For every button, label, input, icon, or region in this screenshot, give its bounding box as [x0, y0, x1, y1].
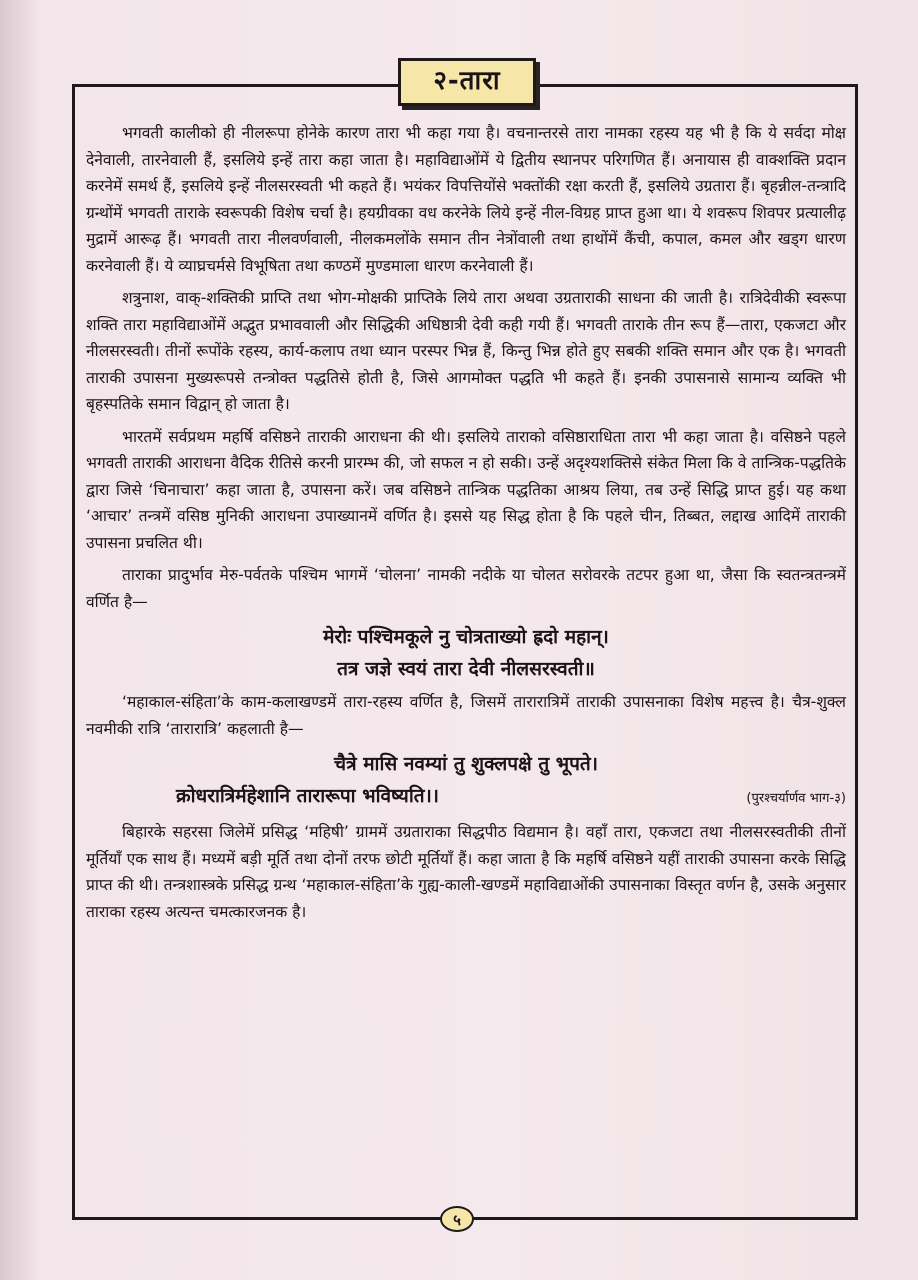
verse-2-line-2: क्रोधरात्रिर्महेशानि तारारूपा भविष्यति।।	[176, 785, 439, 807]
paragraph-5: ‘महाकाल-संहिता’के काम-कलाखण्डमें तारा-रहस्य वर्णित है, जिसमें तारारात्रिमें ताराकी उपासनाका विशेष महत्त्व है। चैत्र-शुक्ल नवमीकी रात्रि ‘तारारात्रि’ कहलाती है—	[86, 693, 846, 738]
paragraph-4: ताराका प्रादुर्भाव मेरु-पर्वतके पश्चिम भागमें ‘चोलना’ नामकी नदीके या चोलत सरोवरके तटपर हुआ था, जैसा कि स्वतन्त्रतन्त्रमें वर्णित है—	[86, 566, 846, 611]
verse-2-line-2-row	[86, 780, 846, 815]
verse-1-line-2: तत्र जज्ञे स्वयं तारा देवी नीलसरस्वती॥	[337, 658, 595, 680]
verse-source: (पुरश्चर्यार्णव भाग-३)	[746, 791, 846, 806]
paragraph-3: भारतमें सर्वप्रथम महर्षि वसिष्ठने ताराकी आराधना की थी। इसलिये ताराको वसिष्ठाराधिता तारा भी कहा जाता है। वसिष्ठने पहले भगवती ताराकी आराधना वैदिक रीतिसे करनी प्रारम्भ की, जो सफल न हो सकी। उन्हें अदृश्यशक्तिसे संकेत मिला कि वे तान्त्रिक-पद्धतिके द्वारा जिसे ‘चिनाचारा’ कहा जाता है, उपासना करें। जब वसिष्ठने तान्त्रिक पद्धतिका आश्रय लिया, तब उन्हें सिद्धि प्राप्त हुई। यह कथा ‘आचार’ तन्त्रमें वसिष्ठ मुनिकी आराधना उपाख्यानमें वर्णित है। इससे यह सिद्ध होता है कि पहले चीन, तिब्बत, लद्दाख आदिमें ताराकी उपासना प्रचलित थी।	[86, 427, 846, 552]
paragraph-1: भगवती कालीको ही नीलरूपा होनेके कारण तारा भी कहा गया है। वचनान्तरसे तारा नामका रहस्य यह भी है कि ये सर्वदा मोक्ष देनेवाली, तारनेवाली हैं, इसलिये इन्हें तारा कहा जाता है। महाविद्याओंमें ये द्वितीय स्थानपर परिगणित हैं। अनायास ही वाक्शक्ति प्रदान करनेमें समर्थ हैं, इसलिये इन्हें नीलसरस्वती भी कहते हैं। भयंकर विपत्तियोंसे भक्तोंकी रक्षा करती हैं, इसलिये उग्रतारा हैं। बृहन्नील-तन्त्रादि ग्रन्थोंमें भगवती ताराके स्वरूपकी विशेष चर्चा है। हयग्रीवका वध करनेके लिये इन्हें नील-विग्रह प्राप्त हुआ था। ये शवरूप शिवपर प्रत्यालीढ़ मुद्रामें आरूढ़ हैं। भगवती तारा नीलवर्णवाली, नीलकमलोंके समान तीन नेत्रोंवाली तथा हाथोंमें कैंची, कपाल, कमल और खड्ग धारण करनेवाली हैं। ये व्याघ्रचर्मसे विभूषिता तथा कण्ठमें मुण्डमाला धारण करनेवाली हैं।	[86, 124, 846, 275]
paragraph-6: बिहारके सहरसा जिलेमें प्रसिद्ध ‘महिषी’ ग्राममें उग्रताराका सिद्धपीठ विद्यमान है। वहाँ तारा, एकजटा तथा नीलसरस्वतीकी तीनों मूर्तियाँ एक साथ हैं। मध्यमें बड़ी मूर्ति तथा दोनों तरफ छोटी मूर्तियाँ हैं। कहा जाता है कि महर्षि वसिष्ठने यहीं ताराकी उपासना करके सिद्धि प्राप्त की थी। तन्त्रशास्त्रके प्रसिद्ध ग्रन्थ ‘महाकाल-संहिता’के गुह्य-काली-खण्डमें महाविद्याओंकी उपासनाका विस्तृत वर्णन है, उसके अनुसार ताराका रहस्य अत्यन्त चमत्कारजनक है।	[86, 823, 846, 921]
page-number: ५	[440, 1206, 474, 1232]
chapter-title: २-तारा	[398, 58, 536, 106]
verse-2-line-1: चैत्रे मासि नवम्यां तु शुक्लपक्षे तु भूपते।	[334, 753, 598, 775]
verse-1-line-1: मेरोः पश्चिमकूले नु चोत्रताख्यो ह्रदो महान्।	[323, 626, 609, 648]
paragraph-2: शत्रुनाश, वाक्-शक्तिकी प्राप्ति तथा भोग-मोक्षकी प्राप्तिके लिये तारा अथवा उग्रताराकी साधना की जाती है। रात्रिदेवीकी स्वरूपा शक्ति तारा महाविद्याओंमें अद्भुत प्रभाववाली और सिद्धिकी अधिष्ठात्री देवी कही गयी हैं। भगवती ताराके तीन रूप हैं—तारा, एकजटा और नीलसरस्वती। तीनों रूपोंके रहस्य, कार्य-कलाप तथा ध्यान परस्पर भिन्न हैं, किन्तु भिन्न होते हुए सबकी शक्ति समान और एक है। भगवती ताराकी उपासना मुख्यरूपसे तन्त्रोक्त पद्धतिसे होती है, जिसे आगमोक्त पद्धति भी कहते हैं। इनकी उपासनासे सामान्य व्यक्ति भी बृहस्पतिके समान विद्वान् हो जाता है।	[86, 289, 846, 413]
page-content	[86, 120, 846, 931]
